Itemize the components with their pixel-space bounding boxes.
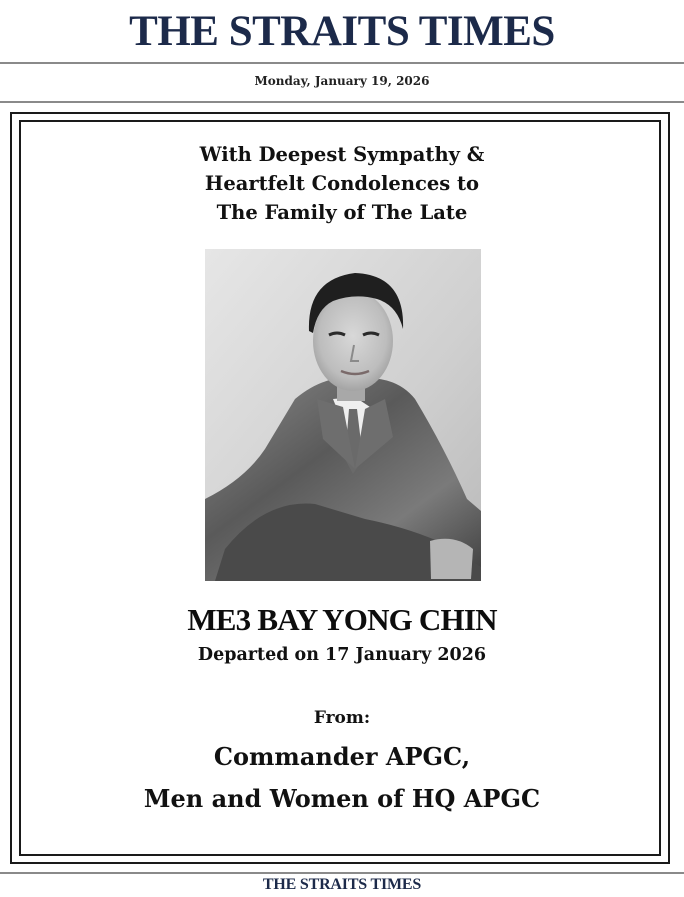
deceased-name: ME3 BAY YONG CHIN [187,602,497,637]
issue-date: Monday, January 19, 2026 [254,74,430,88]
portrait-photo [205,249,481,581]
condolence-message [0,140,684,227]
footer-masthead: THE STRAITS TIMES [262,876,422,893]
portrait-illustration [205,249,481,581]
condolence-line-3: The Family of The Late [216,201,468,224]
sender-line-1: Commander APGC, [213,742,471,771]
masthead-rule-bottom [0,101,684,103]
departed-date: Departed on 17 January 2026 [197,645,487,665]
footer-rule [0,872,684,874]
masthead-title: THE STRAITS TIMES [129,8,555,55]
masthead-rule-top [0,62,684,64]
condolence-line-1: With Deepest Sympathy & [199,143,485,166]
from-label: From: [313,708,371,728]
sender-line-2: Men and Women of HQ APGC [143,784,541,813]
condolence-line-2: Heartfelt Condolences to [204,172,480,195]
